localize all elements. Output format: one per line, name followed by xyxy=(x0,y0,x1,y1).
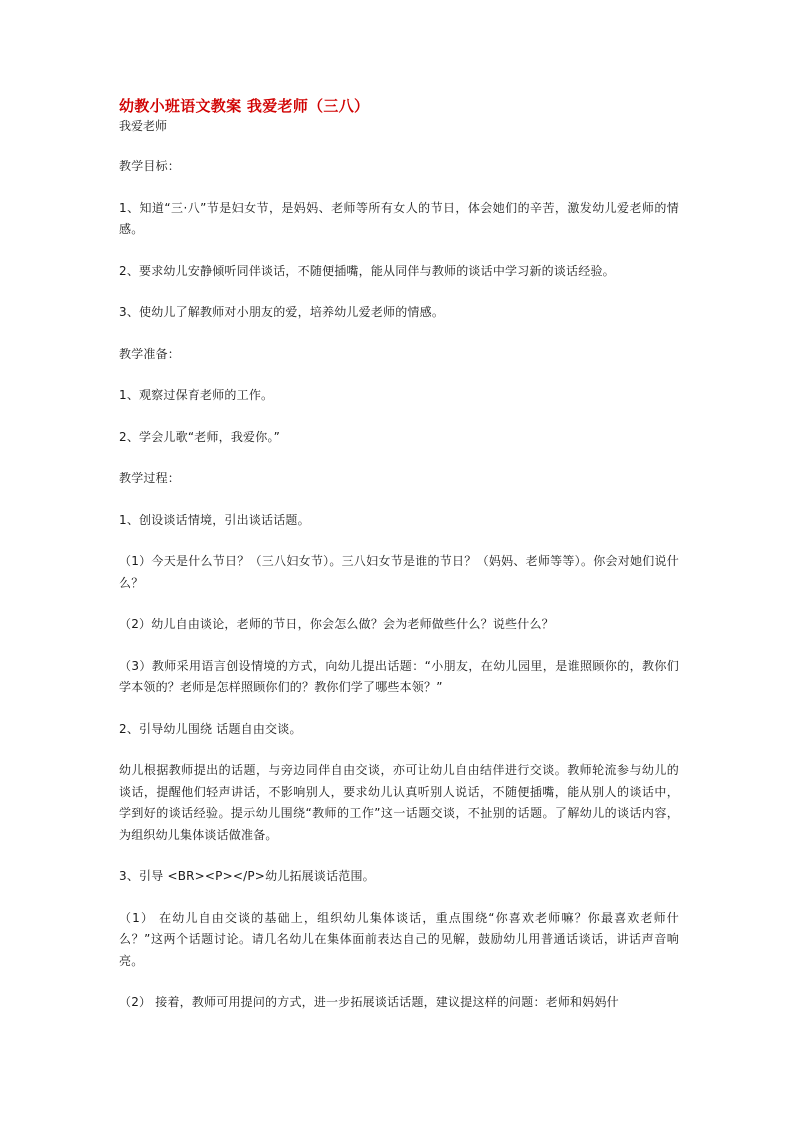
paragraph-goal-1: 1、知道“三·八”节是妇女节，是妈妈、老师等所有女人的节日，体会她们的辛苦，激发幼儿爱老师的情感。 xyxy=(119,200,679,236)
paragraph-step-1-3: （3）教师采用语言创设情境的方式，向幼儿提出话题：“小朋友，在幼儿园里，是谁照顾你的，教你们学本领的？老师是怎样照顾你们的？教你们学了哪些本领？” xyxy=(119,658,679,694)
paragraph-step-3: 3、引导 <BR><P></P>幼儿拓展谈话范围。 xyxy=(119,869,375,883)
paragraph-step-1: 1、创设谈话情境，引出谈话话题。 xyxy=(119,512,310,527)
paragraph-step-1-1: （1）今天是什么节日？（三八妇女节）。三八妇女节是谁的节日？（妈妈、老师等等）。你会对她们说什么？ xyxy=(119,554,679,590)
page-title: 幼教小班语文教案 我爱老师（三八） xyxy=(119,97,370,115)
paragraph-goals-heading: 教学目标： xyxy=(119,159,181,173)
document-page xyxy=(119,96,679,1014)
paragraph-goal-2: 2、要求幼儿安静倾听同伴谈话，不随便插嘴，能从同伴与教师的谈话中学习新的谈话经验。 xyxy=(119,263,615,278)
paragraph-step-1-2: （2）幼儿自由谈论，老师的节日，你会怎么做？会为老师做些什么？说些什么？ xyxy=(119,617,554,631)
paragraph-step-2: 2、引导幼儿围绕 话题自由交谈。 xyxy=(119,721,302,736)
paragraph-step-3-2: （2） 接着，教师可用提问的方式，进一步拓展谈话话题，建议提这样的问题：老师和妈妈什 xyxy=(119,995,619,1009)
paragraph-step-2-body: 幼儿根据教师提出的话题，与旁边同伴自由交谈，亦可让幼儿自由结伴进行交谈。教师轮流参与幼儿的谈话，提醒他们轻声讲话，不影响别人，要求幼儿认真听别人说话，不随便插嘴，能从别人的谈话中，学到好的谈话经验。提示幼儿围绕“教师的工作”这一话题交谈，不扯别的话题。了解幼儿的谈话内容，为组织幼儿集体谈话做准备。 xyxy=(119,763,679,842)
paragraph-prep-2: 2、学会儿歌“老师，我爱你。” xyxy=(119,429,281,444)
paragraph-prep-heading: 教学准备： xyxy=(119,346,181,361)
paragraph-process-heading: 教学过程： xyxy=(119,471,181,485)
subtitle: 我爱老师 xyxy=(119,119,168,133)
paragraph-prep-1: 1、观察过保育老师的工作。 xyxy=(119,388,274,402)
paragraph-step-3-1: （1） 在幼儿自由交谈的基础上，组织幼儿集体谈话，重点围绕“你喜欢老师嘛？你最喜欢老师什么？”这两个话题讨论。请几名幼儿在集体面前表达自己的见解，鼓励幼儿用普通话谈话，讲话声音响亮。 xyxy=(119,910,679,968)
paragraph-goal-3: 3、使幼儿了解教师对小朋友的爱，培养幼儿爱老师的情感。 xyxy=(119,305,445,319)
